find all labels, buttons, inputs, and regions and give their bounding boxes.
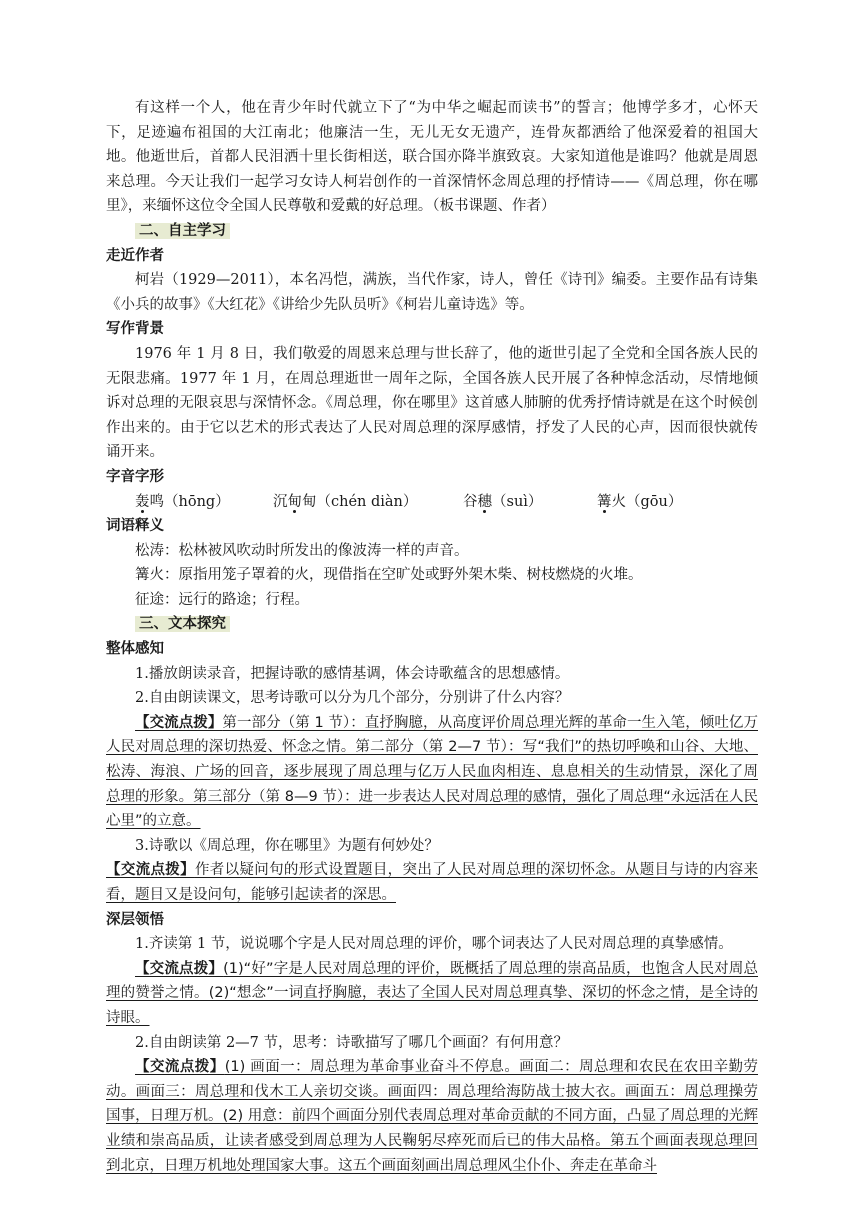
answer-2: 【交流点拨】第一部分（第 1 节）：直抒胸臆，从高度评价周总理光辉的革命一生入笔，倾吐亿万人民对周总理的深切热爱、怀念之情。第二部分（第 2—7 节）：写“我们”的热切呼唤和山谷、大地、松涛、海浪、广场的回音，逐步展现了周总理与亿万人民血肉相连、息息相关的生动情景，深化了周总理的形象。第三部分（第 8—9 节）：进一步表达人民对周总理的感情，强化了周总理“永远活在人民心里”的立意。 bbox=[106, 714, 758, 830]
question-2: 2.自由朗读课文，思考诗歌可以分为几个部分，分别讲了什么内容？ bbox=[135, 690, 570, 707]
pronunciation-item: 篝火（gōu） bbox=[597, 493, 683, 510]
pronunciation-item: 谷穗（suì） bbox=[463, 493, 543, 510]
document-page bbox=[106, 96, 758, 1178]
word-definition: 松涛：松林被风吹动时所发出的像波涛一样的声音。 bbox=[135, 542, 469, 559]
author-heading: 走近作者 bbox=[106, 247, 164, 264]
section-heading-text-study: 三、文本探究 bbox=[106, 612, 758, 637]
section-heading-self-study: 二、自主学习 bbox=[106, 219, 758, 244]
word-definition: 征途：远行的路途；行程。 bbox=[135, 591, 309, 608]
pronunciation-list bbox=[106, 490, 758, 515]
pronunciation-item: 沉甸甸（chén diàn） bbox=[273, 493, 418, 510]
background-heading: 写作背景 bbox=[106, 321, 164, 338]
answer-3: 【交流点拨】作者以疑问句的形式设置题目，突出了人民对周总理的深切怀念。从题目与诗的内容来看，题目又是设问句，能够引起读者的深思。 bbox=[106, 862, 758, 903]
word-definition: 篝火：原指用笼子罩着的火，现借指在空旷处或野外架木柴、树枝燃烧的火堆。 bbox=[135, 567, 643, 584]
deep-answer-1: 【交流点拨】(1)“好”字是人民对周总理的评价，既概括了周总理的崇高品质，也饱含人民对周总理的赞誉之情。(2)“想念”一词直抒胸臆，表达了全国人民对周总理真挚、深切的怀念之情，是全诗的诗眼。 bbox=[106, 960, 759, 1026]
intro-paragraph: 有这样一个人，他在青少年时代就立下了“为中华之崛起而读书”的誓言；他博学多才，心怀天下，足迹遍布祖国的大江南北；他廉洁一生，无儿无女无遗产，连骨灰都洒给了他深爱着的祖国大地。他逝世后，首都人民泪洒十里长街相送，联合国亦降半旗致哀。大家知道他是谁吗？他就是周恩来总理。今天让我们一起学习女诗人柯岩创作的一首深情怀念周总理的抒情诗——《周总理，你在哪里》，来缅怀这位令全国人民尊敬和爱戴的好总理。（板书课题、作者） bbox=[106, 100, 758, 215]
deep-heading: 深层领悟 bbox=[106, 911, 164, 928]
question-1: 1.播放朗读录音，把握诗歌的感情基调，体会诗歌蕴含的思想感情。 bbox=[135, 665, 570, 682]
deep-question-1: 1.齐读第 1 节，说说哪个字是人民对周总理的评价，哪个词表达了人民对周总理的真挚感情。 bbox=[135, 936, 733, 953]
question-3: 3.诗歌以《周总理，你在哪里》为题有何妙处？ bbox=[135, 837, 439, 854]
chars-heading: 字音字形 bbox=[106, 468, 164, 485]
deep-question-2: 2.自由朗读第 2—7 节，思考：诗歌描写了哪几个画面？有何用意？ bbox=[135, 1034, 569, 1051]
deep-answer-2: 【交流点拨】(1) 画面一：周总理为革命事业奋斗不停息。画面二：周总理和农民在农田辛勤劳动。画面三：周总理和伐木工人亲切交谈。画面四：周总理给海防战士披大衣。画面五：周总理操劳国事，日理万机。(2) 用意：前四个画面分别代表周总理对革命贡献的不同方面，凸显了周总理的光辉业绩和崇高品质，让读者感受到周总理为人民鞠躬尽瘁死而后已的伟大品格。第五个画面表现总理回到北京，日理万机地处理国家大事。这五个画面刻画出周总理风尘仆仆、奔走在革命斗 bbox=[106, 1059, 759, 1174]
background-text: 1976 年 1 月 8 日，我们敬爱的周恩来总理与世长辞了，他的逝世引起了全党和全国各族人民的无限悲痛。1977 年 1 月，在周总理逝世一周年之际，全国各族人民开展了各种悼念活动，尽情地倾诉对总理的无限哀思与深情怀念。《周总理，你在哪里》这首感人肺腑的优秀抒情诗就是在这个时候创作出来的。由于它以艺术的形式表达了人民对周总理的深厚感情，抒发了人民的心声，因而很快就传诵开来。 bbox=[106, 345, 758, 461]
author-text: 柯岩（1929—2011），本名冯恺，满族，当代作家，诗人，曾任《诗刊》编委。主要作品有诗集《小兵的故事》《大红花》《讲给少先队员听》《柯岩儿童诗选》等。 bbox=[106, 272, 758, 313]
pronunciation-item: 轰鸣（hōng） bbox=[135, 493, 230, 510]
overall-heading: 整体感知 bbox=[106, 641, 164, 658]
words-heading: 词语释义 bbox=[106, 518, 164, 535]
